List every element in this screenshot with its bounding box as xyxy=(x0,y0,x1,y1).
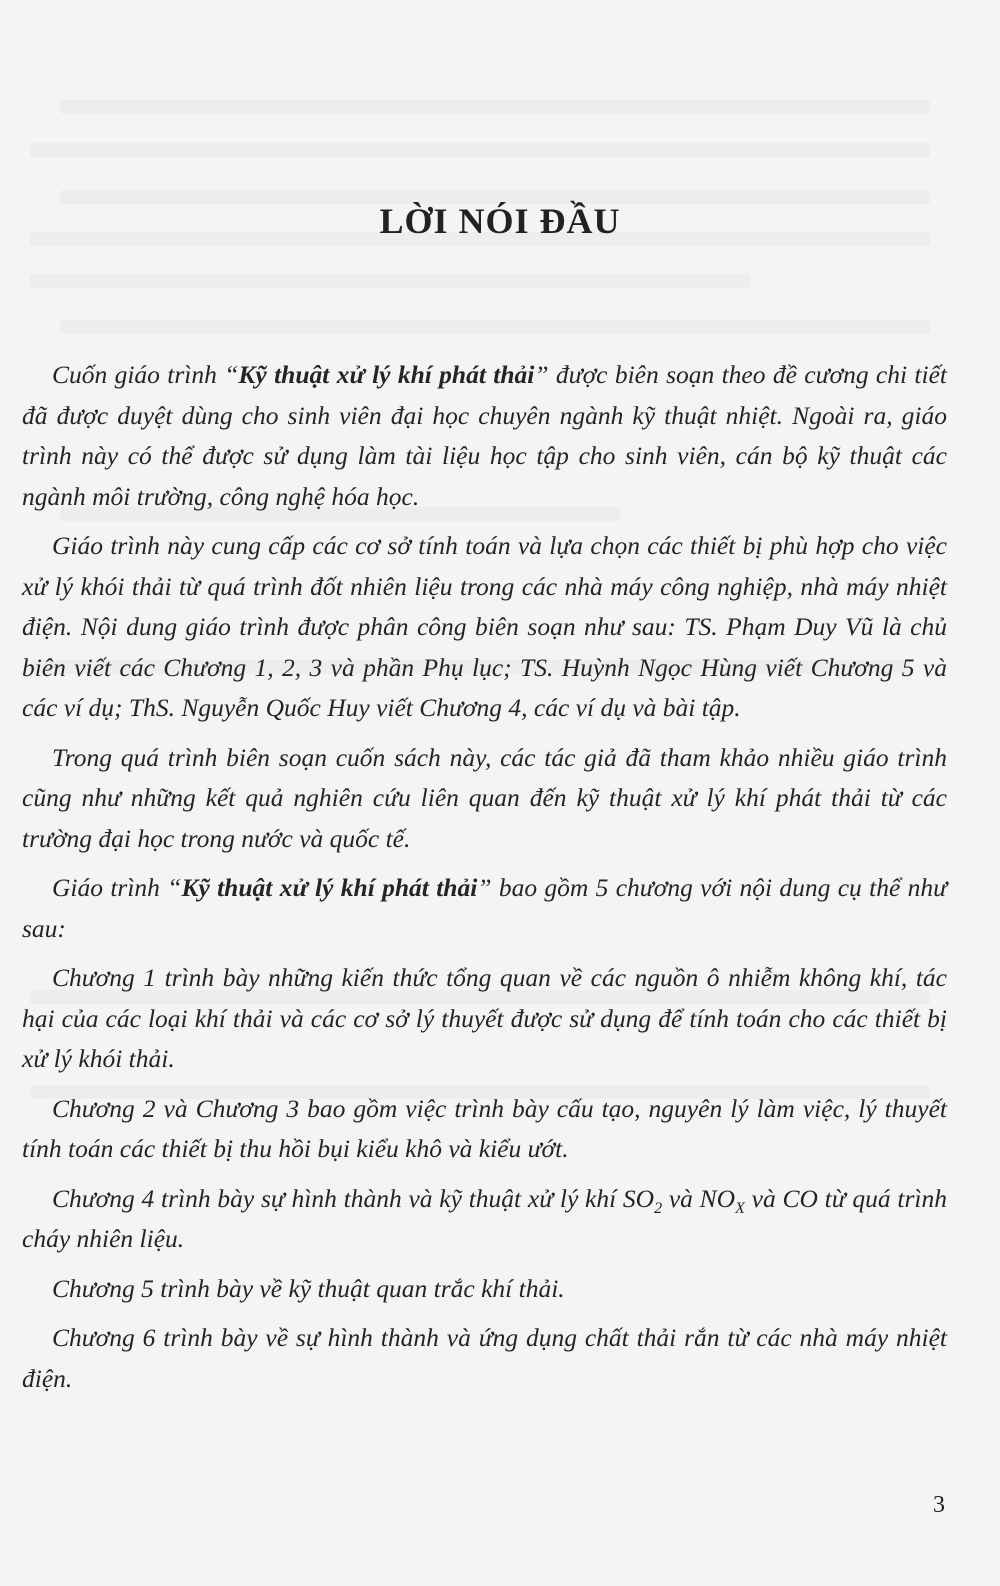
subscript: 2 xyxy=(654,1199,663,1217)
page-number: 3 xyxy=(933,1492,945,1518)
page-title: LỜI NÓI ĐẦU xyxy=(379,201,621,241)
paragraph-intro: Cuốn giáo trình “Kỹ thuật xử lý khí phát thải” được biên soạn theo đề cương chi tiết đã được duyệt dùng cho sinh viên đại học chuyên ngành kỹ thuật nhiệt. Ngoài ra, giáo trình này có thể được sử dụng làm tài liệu học tập cho sinh viên, cán bộ kỹ thuật các ngành môi trường, công nghệ hóa học. xyxy=(22,360,948,511)
paragraph-scope: Giáo trình này cung cấp các cơ sở tính toán và lựa chọn các thiết bị phù hợp cho việc xử lý khói thải từ quá trình đốt nhiên liệu trong các nhà máy công nghiệp, nhà máy nhiệt điện. Nội dung giáo trình được phân công biên soạn như sau: TS. Phạm Duy Vũ là chủ biên viết các Chương 1, 2, 3 và phần Phụ lục; TS. Huỳnh Ngọc Hùng viết Chương 5 và các ví dụ; ThS. Nguyễn Quốc Huy viết Chương 4, các ví dụ và bài tập. xyxy=(22,531,947,722)
paragraph-references: Trong quá trình biên soạn cuốn sách này, các tác giả đã tham khảo nhiều giáo trình cũng như những kết quả nghiên cứu liên quan đến kỹ thuật xử lý khí phát thải từ các trường đại học trong nước và quốc tế. xyxy=(22,742,947,853)
paragraph-chapter-5: Chương 5 trình bày về kỹ thuật quan trắc khí thải. xyxy=(52,1273,565,1303)
book-title-emphasis: Kỹ thuật xử lý khí phát thải xyxy=(238,360,535,389)
paragraph-chapter-4: Chương 4 trình bày sự hình thành và kỹ thuật xử lý khí $SO_2$ và $NO_X$ và CO từ quá trình cháy nhiên liệu. xyxy=(22,1183,947,1253)
paragraph-chapter-6: Chương 6 trình bày về sự hình thành và ứng dụng chất thải rắn từ các nhà máy nhiệt điện. xyxy=(22,1323,947,1393)
paragraph-chapter-2-3: Chương 2 và Chương 3 bao gồm việc trình bày cấu tạo, nguyên lý làm việc, lý thuyết tính toán các thiết bị thu hồi bụi kiểu khô và kiểu ướt. xyxy=(22,1093,947,1163)
paragraph-structure: Giáo trình “Kỹ thuật xử lý khí phát thải” bao gồm 5 chương với nội dung cụ thể như sau: xyxy=(22,873,947,943)
subscript: X xyxy=(735,1199,745,1217)
preface-body xyxy=(22,355,947,1408)
book-title-emphasis: Kỹ thuật xử lý khí phát thải xyxy=(181,873,478,902)
paragraph-chapter-1: Chương 1 trình bày những kiến thức tổng quan về các nguồn ô nhiễm không khí, tác hại của các loại khí thải và các cơ sở lý thuyết được sử dụng để tính toán cho các thiết bị xử lý khói thải. xyxy=(22,963,947,1073)
